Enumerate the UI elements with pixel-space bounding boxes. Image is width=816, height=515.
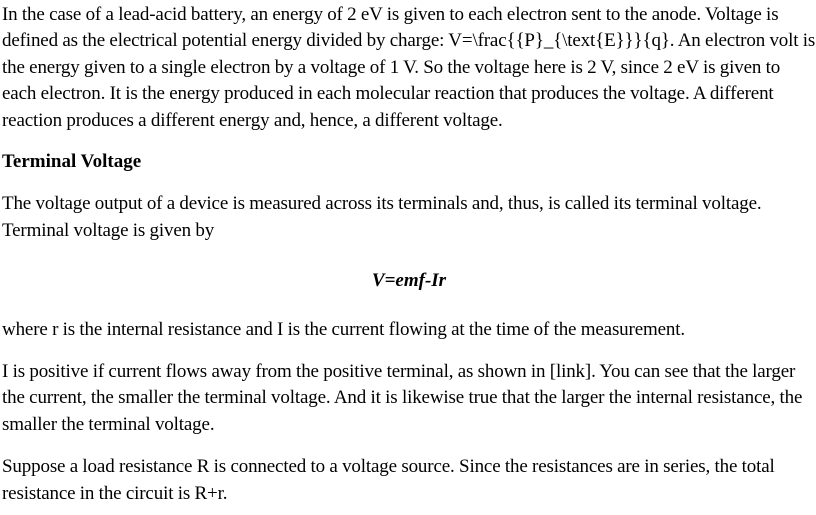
- section-heading-terminal-voltage: Terminal Voltage: [2, 151, 142, 173]
- paragraph-internal-resistance: where r is the internal resistance and I is the current flowing at the time of the measurement.: [2, 318, 685, 340]
- equation-terminal-voltage: V=emf-Ir: [371, 270, 447, 292]
- paragraph-current-direction: I is positive if current flows away from the positive terminal, as shown in [link]. You can see that the larger the current, the smaller the terminal voltage. And it is likewise true that the larger the internal resistance, the smaller the terminal voltage.: [2, 361, 803, 435]
- paragraph-terminal-voltage-definition: The voltage output of a device is measured across its terminals and, thus, is called its terminal voltage. Terminal voltage is given by: [2, 193, 762, 241]
- paragraph-lead-acid-battery: In the case of a lead-acid battery, an energy of 2 eV is given to each electron sent to the anode. Voltage is defined as the electrical potential energy divided by charge: V=\frac{{P}_{\text{E}}}{q}. An electron volt is the energy given to a single electron by a voltage of 1 V. So the voltage here is 2 V, since 2 eV is given to each electron. It is the energy produced in each molecular reaction that produces the voltage. A different reaction produces a different energy and, hence, a different voltage.: [2, 4, 816, 131]
- paragraph-load-resistance: Suppose a load resistance R is connected to a voltage source. Since the resistances are in series, the total resistance in the circuit is R+r.: [2, 456, 775, 504]
